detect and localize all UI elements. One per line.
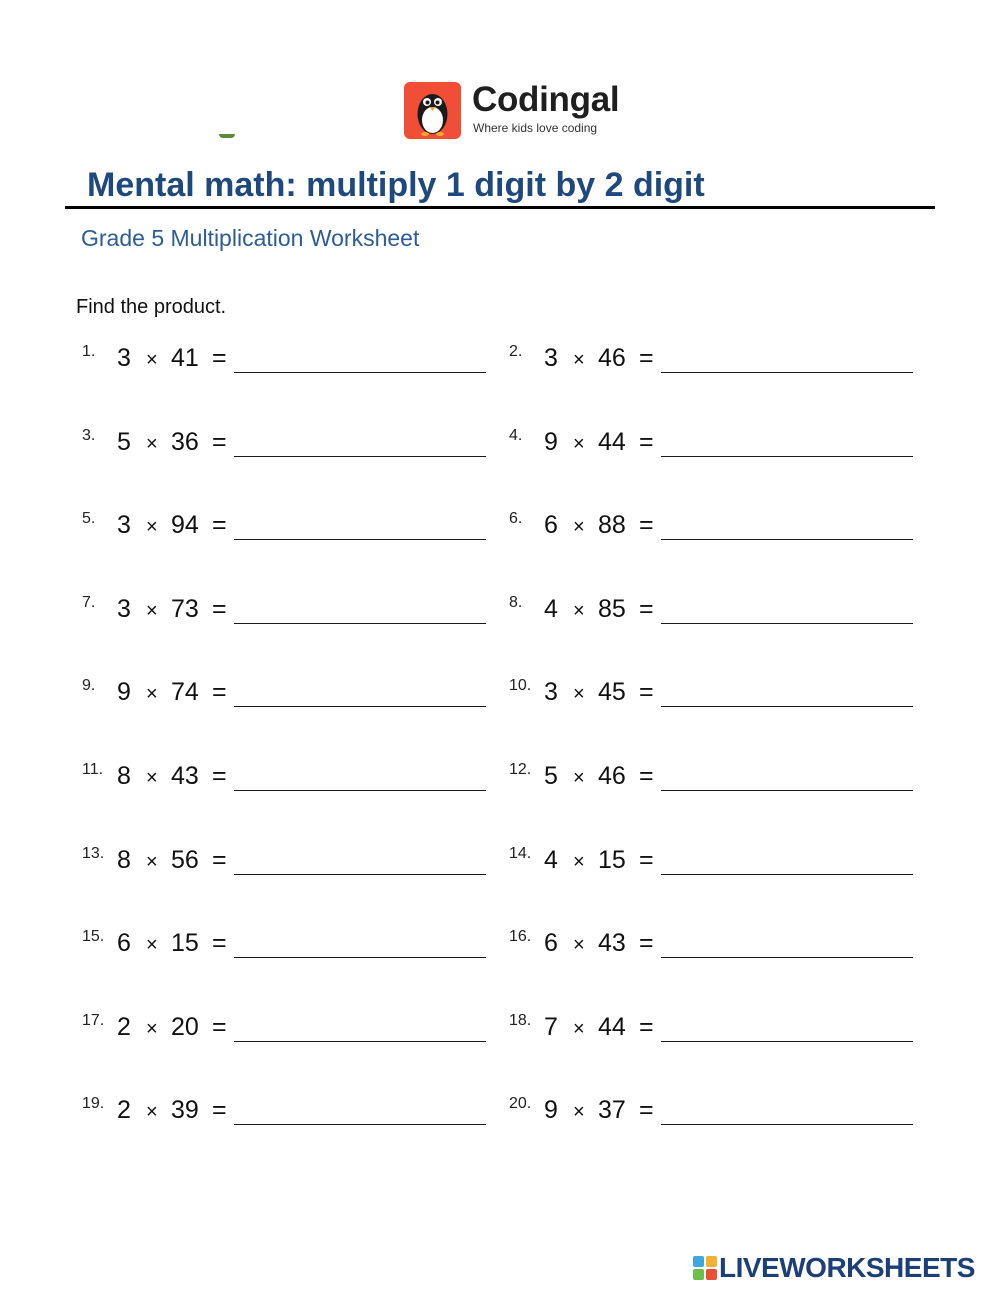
multiplier: 15 xyxy=(598,846,626,874)
multiplicand: 8 xyxy=(117,846,131,874)
answer-input[interactable] xyxy=(661,706,913,707)
equals-sign: = xyxy=(639,595,654,623)
multiplicand: 3 xyxy=(117,511,131,539)
worksheet-subtitle: Grade 5 Multiplication Worksheet xyxy=(81,225,420,251)
answer-input[interactable] xyxy=(234,1041,486,1042)
answer-input[interactable] xyxy=(234,372,486,373)
answer-input[interactable] xyxy=(661,539,913,540)
multiplicand: 2 xyxy=(117,1013,131,1041)
multiplier: 36 xyxy=(171,428,199,456)
answer-input[interactable] xyxy=(234,1124,486,1125)
problem-item xyxy=(82,677,492,717)
multiplicand: 5 xyxy=(544,762,558,790)
equals-sign: = xyxy=(212,1096,227,1124)
multiplicand: 4 xyxy=(544,595,558,623)
multiplier: 45 xyxy=(598,678,626,706)
problem-number: 10. xyxy=(509,677,532,694)
times-sign: × xyxy=(146,1101,158,1123)
problem-number: 20. xyxy=(509,1095,532,1112)
brand-name: Codingal xyxy=(472,80,620,119)
times-sign: × xyxy=(573,767,585,789)
times-sign: × xyxy=(573,516,585,538)
answer-input[interactable] xyxy=(661,790,913,791)
problem-number: 2. xyxy=(509,343,523,360)
times-sign: × xyxy=(146,349,158,371)
problem-number: 6. xyxy=(509,510,523,527)
times-sign: × xyxy=(573,600,585,622)
problem-number: 16. xyxy=(509,928,532,945)
problem-item xyxy=(509,1012,919,1052)
problem-number: 1. xyxy=(82,343,96,360)
multiplicand: 6 xyxy=(117,929,131,957)
problem-number: 3. xyxy=(82,427,96,444)
liveworksheets-wordmark: LIVEWORKSHEETS xyxy=(719,1252,975,1283)
problem-number: 12. xyxy=(509,761,532,778)
multiplicand: 3 xyxy=(544,678,558,706)
answer-input[interactable] xyxy=(234,623,486,624)
equals-sign: = xyxy=(212,511,227,539)
liveworksheets-logo-icon xyxy=(693,1256,717,1280)
multiplier: 43 xyxy=(598,929,626,957)
answer-input[interactable] xyxy=(661,372,913,373)
equals-sign: = xyxy=(212,762,227,790)
times-sign: × xyxy=(573,683,585,705)
multiplier: 39 xyxy=(171,1096,199,1124)
problem-number: 11. xyxy=(82,761,104,778)
multiplier: 44 xyxy=(598,1013,626,1041)
problem-item xyxy=(509,594,919,634)
times-sign: × xyxy=(146,851,158,873)
problem-item xyxy=(82,761,492,801)
times-sign: × xyxy=(573,934,585,956)
times-sign: × xyxy=(573,349,585,371)
problem-number: 15. xyxy=(82,928,105,945)
equals-sign: = xyxy=(639,762,654,790)
multiplicand: 2 xyxy=(117,1096,131,1124)
problem-number: 9. xyxy=(82,677,96,694)
equals-sign: = xyxy=(639,929,654,957)
multiplier: 43 xyxy=(171,762,199,790)
multiplier: 41 xyxy=(171,344,199,372)
multiplicand: 9 xyxy=(544,428,558,456)
times-sign: × xyxy=(573,851,585,873)
multiplier: 85 xyxy=(598,595,626,623)
equals-sign: = xyxy=(639,511,654,539)
answer-input[interactable] xyxy=(234,957,486,958)
problem-item xyxy=(509,928,919,968)
multiplier: 56 xyxy=(171,846,199,874)
instruction-text: Find the product. xyxy=(76,296,227,318)
problem-number: 4. xyxy=(509,427,523,444)
multiplier: 37 xyxy=(598,1096,626,1124)
equals-sign: = xyxy=(639,344,654,372)
answer-input[interactable] xyxy=(661,1124,913,1125)
multiplicand: 9 xyxy=(117,678,131,706)
problem-item xyxy=(82,1012,492,1052)
equals-sign: = xyxy=(212,344,227,372)
multiplicand: 3 xyxy=(544,344,558,372)
problem-item xyxy=(509,510,919,550)
problem-item xyxy=(82,594,492,634)
answer-input[interactable] xyxy=(234,539,486,540)
problem-item xyxy=(509,427,919,467)
problem-item xyxy=(82,928,492,968)
equals-sign: = xyxy=(212,595,227,623)
multiplier: 20 xyxy=(171,1013,199,1041)
answer-input[interactable] xyxy=(661,957,913,958)
problem-number: 19. xyxy=(82,1095,105,1112)
times-sign: × xyxy=(146,934,158,956)
times-sign: × xyxy=(146,516,158,538)
multiplicand: 3 xyxy=(117,344,131,372)
multiplicand: 7 xyxy=(544,1013,558,1041)
problem-item xyxy=(82,1095,492,1135)
equals-sign: = xyxy=(639,1013,654,1041)
equals-sign: = xyxy=(639,846,654,874)
times-sign: × xyxy=(573,433,585,455)
equals-sign: = xyxy=(212,428,227,456)
problem-item xyxy=(82,845,492,885)
equals-sign: = xyxy=(639,678,654,706)
multiplier: 46 xyxy=(598,344,626,372)
worksheet-title: Mental math: multiply 1 digit by 2 digit xyxy=(87,166,705,204)
problem-number: 5. xyxy=(82,510,96,527)
answer-input[interactable] xyxy=(234,790,486,791)
problem-item xyxy=(82,427,492,467)
problem-item xyxy=(82,343,492,383)
multiplier: 94 xyxy=(171,511,199,539)
liveworksheets-footer xyxy=(693,1253,993,1283)
problem-item xyxy=(82,510,492,550)
multiplier: 73 xyxy=(171,595,199,623)
equals-sign: = xyxy=(212,678,227,706)
times-sign: × xyxy=(573,1101,585,1123)
equals-sign: = xyxy=(639,428,654,456)
problem-number: 7. xyxy=(82,594,96,611)
multiplier: 46 xyxy=(598,762,626,790)
problem-number: 17. xyxy=(82,1012,105,1029)
multiplicand: 4 xyxy=(544,846,558,874)
problem-item xyxy=(509,343,919,383)
multiplier: 15 xyxy=(171,929,199,957)
times-sign: × xyxy=(146,683,158,705)
problem-number: 14. xyxy=(509,845,532,862)
multiplicand: 6 xyxy=(544,929,558,957)
multiplicand: 6 xyxy=(544,511,558,539)
equals-sign: = xyxy=(212,929,227,957)
times-sign: × xyxy=(146,600,158,622)
times-sign: × xyxy=(146,767,158,789)
answer-input[interactable] xyxy=(661,623,913,624)
problem-item xyxy=(509,1095,919,1135)
equals-sign: = xyxy=(212,1013,227,1041)
brand-tagline: Where kids love coding xyxy=(473,121,598,135)
multiplicand: 8 xyxy=(117,762,131,790)
equals-sign: = xyxy=(639,1096,654,1124)
answer-input[interactable] xyxy=(234,706,486,707)
problem-number: 8. xyxy=(509,594,523,611)
multiplier: 44 xyxy=(598,428,626,456)
problem-item xyxy=(509,845,919,885)
problem-number: 18. xyxy=(509,1012,532,1029)
problem-number: 13. xyxy=(82,845,105,862)
answer-input[interactable] xyxy=(661,456,913,457)
multiplier: 88 xyxy=(598,511,626,539)
answer-input[interactable] xyxy=(661,874,913,875)
multiplier: 74 xyxy=(171,678,199,706)
answer-input[interactable] xyxy=(661,1041,913,1042)
multiplicand: 3 xyxy=(117,595,131,623)
answer-input[interactable] xyxy=(234,874,486,875)
times-sign: × xyxy=(146,1018,158,1040)
problem-item xyxy=(509,761,919,801)
times-sign: × xyxy=(146,433,158,455)
problem-item xyxy=(509,677,919,717)
multiplicand: 5 xyxy=(117,428,131,456)
multiplicand: 9 xyxy=(544,1096,558,1124)
equals-sign: = xyxy=(212,846,227,874)
times-sign: × xyxy=(573,1018,585,1040)
answer-input[interactable] xyxy=(234,456,486,457)
